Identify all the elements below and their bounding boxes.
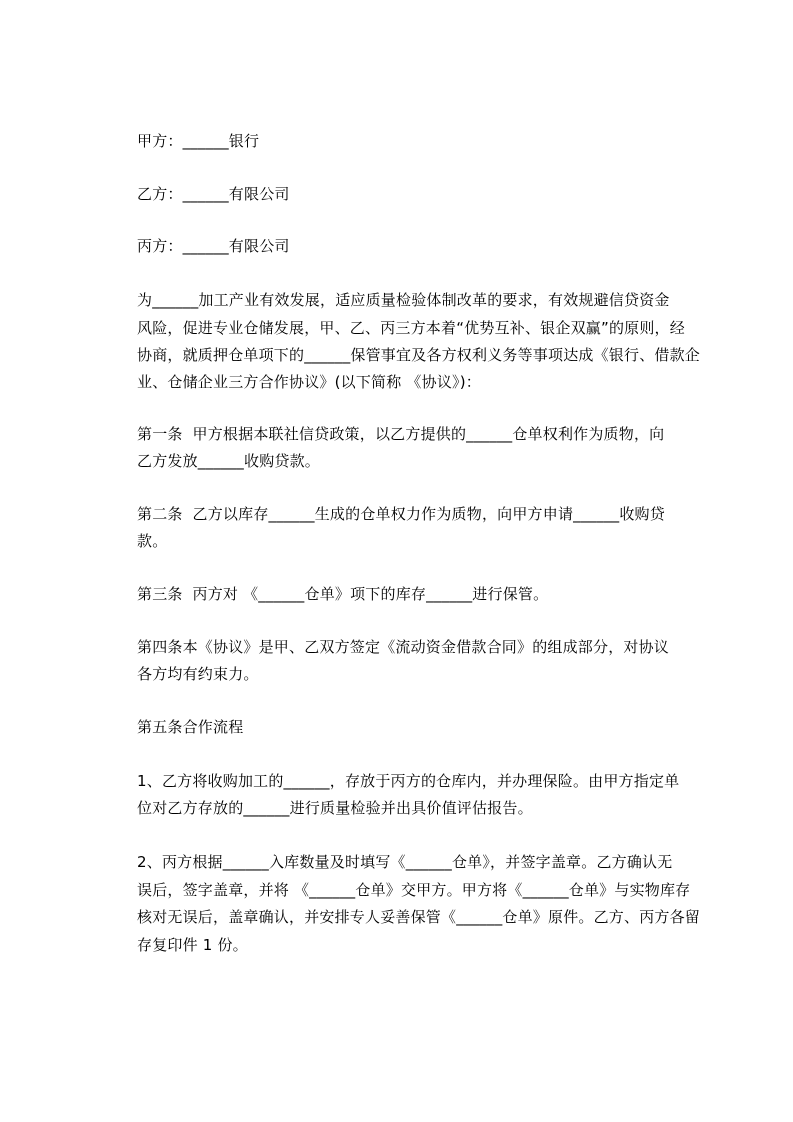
- article-4-line: 第四条本《协议》是甲、乙双方签定《流动资金借款合同》的组成部分，对协议: [137, 638, 670, 656]
- step-1-line: 1、乙方将收购加工的______，存放于丙方的仓库内，并办理保险。由甲方指定单: [137, 772, 680, 790]
- article-3-line: 第三条 丙方对 《______仓单》项下的库存______进行保管。: [137, 585, 549, 603]
- step-2-line: 2、丙方根据______入库数量及时填写《______仓单》，并签字盖章。乙方确认无: [137, 853, 673, 871]
- preamble-line: 协商，就质押仓单项下的______保管事宜及各方权利义务等事项达成《银行、借款企: [137, 346, 701, 364]
- party-a-line: 甲方：______银行: [137, 132, 260, 150]
- article-2-line: 第二条 乙方以库存______生成的仓单权力作为质物，向甲方申请______收购贷: [137, 505, 665, 523]
- preamble-line: 为______加工产业有效发展，适应质量检验体制改革的要求，有效规避信贷资金: [137, 291, 670, 309]
- article-4-line: 各方均有约束力。: [137, 665, 259, 683]
- article-2-line: 款。: [137, 532, 168, 550]
- party-b-line: 乙方：______有限公司: [137, 185, 290, 203]
- step-1-line: 位对乙方存放的______进行质量检验并出具价值评估报告。: [137, 799, 533, 817]
- step-2-line: 误后，签字盖章，并将 《______仓单》交甲方。甲方将《______仓单》与实物库存: [137, 881, 691, 899]
- step-2-line: 核对无误后，盖章确认，并安排专人妥善保管《______仓单》原件。乙方、丙方各留: [137, 908, 701, 926]
- article-5-title: 第五条合作流程: [137, 718, 244, 736]
- preamble-line: 业、仓储企业三方合作协议》(以下简称 《协议》)：: [137, 373, 481, 391]
- step-2-line: 存复印件 1 份。: [137, 936, 248, 954]
- preamble-line: 风险，促进专业仓储发展，甲、乙、丙三方本着“优势互补、银企双赢”的原则，经: [137, 319, 685, 337]
- article-1-line: 乙方发放______收购贷款。: [137, 452, 321, 470]
- party-c-line: 丙方：______有限公司: [137, 237, 290, 255]
- article-1-line: 第一条 甲方根据本联社信贷政策，以乙方提供的______仓单权利作为质物，向: [137, 425, 665, 443]
